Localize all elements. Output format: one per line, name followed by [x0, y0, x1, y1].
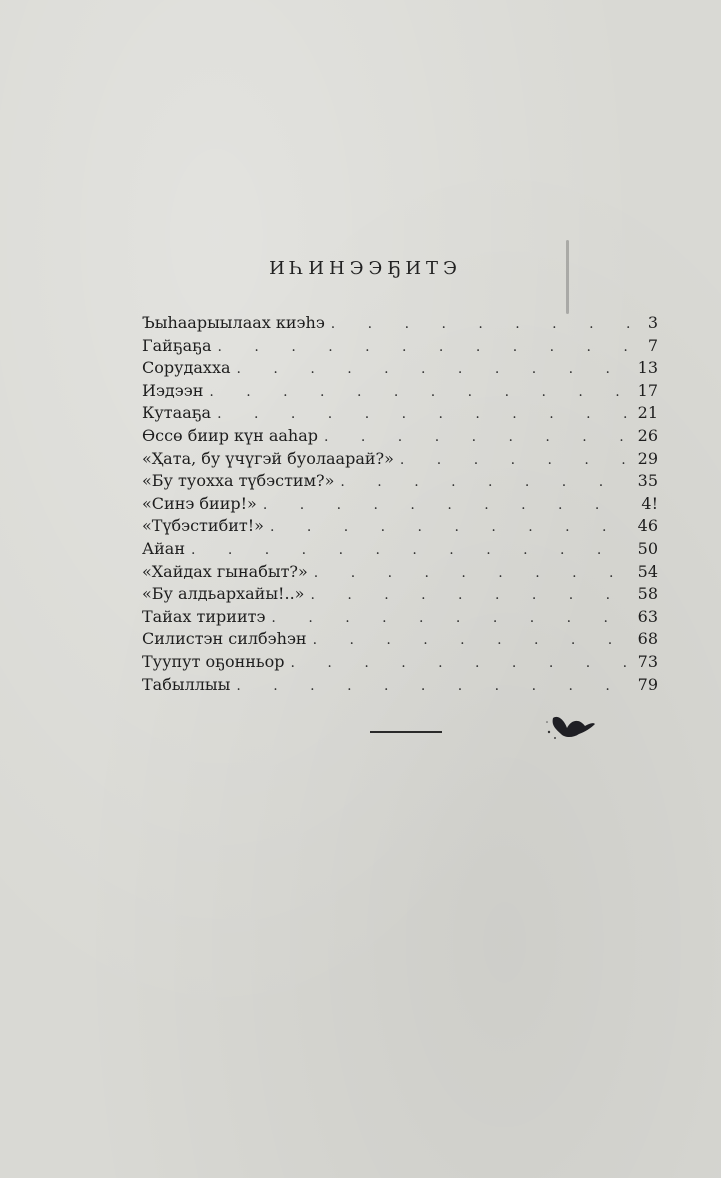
end-rule	[370, 731, 442, 733]
dot-leader	[270, 516, 630, 539]
toc-entry-title: «Бу туохха түбэстим?»	[142, 471, 335, 491]
toc-row	[142, 357, 658, 380]
dot-leader	[271, 607, 630, 630]
toc-entry-page: 68	[637, 629, 658, 649]
table-of-contents	[142, 312, 658, 696]
dot-leader	[314, 562, 630, 585]
toc-entry-title: Тайах тириитэ	[142, 606, 266, 626]
dot-leader	[340, 471, 630, 494]
toc-entry-page: 7	[647, 335, 658, 355]
toc-row	[142, 470, 658, 493]
toc-entry-title: Ъыһаарыылаах киэһэ	[142, 313, 325, 332]
toc-row	[142, 583, 658, 606]
toc-entry-page: 58	[637, 584, 658, 604]
dot-leader	[218, 336, 630, 359]
toc-entry-title: Гайҕаҕа	[142, 335, 212, 355]
dot-leader	[263, 494, 630, 517]
dot-leader	[237, 358, 630, 381]
toc-row	[142, 538, 658, 561]
toc-row	[142, 425, 658, 448]
toc-entry-title: Сорудахха	[142, 358, 231, 378]
toc-entry-title: Силистэн силбэһэн	[142, 629, 307, 649]
toc-entry-page: 50	[637, 538, 658, 558]
toc-row	[142, 312, 658, 335]
page-title: ИҺИНЭЭҔИТЭ	[269, 258, 462, 279]
dot-leader	[400, 449, 630, 472]
toc-entry-page: 35	[637, 471, 658, 491]
toc-entry-title: Өссө биир күн ааһар	[142, 425, 318, 445]
toc-entry-title: Иэдээн	[142, 380, 204, 400]
dot-leader	[310, 584, 630, 607]
toc-row	[142, 606, 658, 629]
dot-leader	[331, 313, 630, 336]
toc-entry-page: 26	[637, 425, 658, 445]
toc-entry-page: 63	[637, 606, 658, 626]
dot-leader	[236, 675, 630, 698]
dot-leader	[217, 403, 630, 426]
toc-entry-page: 13	[637, 358, 658, 378]
toc-row	[142, 651, 658, 674]
toc-entry-title: Туупут оҕонньор	[142, 651, 285, 671]
toc-row	[142, 448, 658, 471]
toc-entry-page: 46	[637, 516, 658, 536]
toc-entry-title: Кутааҕа	[142, 403, 212, 423]
toc-row	[142, 335, 658, 358]
toc-row	[142, 402, 658, 425]
toc-entry-page: 4!	[641, 493, 658, 513]
toc-entry-title: Айан	[142, 538, 185, 558]
dot-leader	[191, 539, 630, 562]
dot-leader	[291, 652, 630, 675]
toc-entry-page: 73	[637, 651, 658, 671]
toc-row	[142, 628, 658, 651]
toc-row	[142, 380, 658, 403]
toc-row	[142, 515, 658, 538]
toc-row	[142, 561, 658, 584]
toc-entry-page: 79	[637, 674, 658, 694]
toc-entry-page: 3	[647, 313, 658, 332]
toc-entry-page: 17	[637, 380, 658, 400]
toc-entry-page: 54	[637, 561, 658, 581]
dot-leader	[209, 381, 630, 404]
ink-blot-icon	[545, 708, 597, 744]
toc-entry-title: «Түбэстибит!»	[142, 516, 264, 536]
dot-leader	[313, 629, 630, 652]
toc-entry-title: Табыллыы	[142, 674, 231, 694]
toc-entry-title: «Ҳата, бу үчүгэй буолаарай?»	[142, 448, 394, 468]
toc-entry-title: «Хайдах гынабыт?»	[142, 561, 308, 581]
toc-entry-title: «Бу алдьархайы!..»	[142, 584, 305, 604]
toc-row	[142, 674, 658, 697]
dot-leader	[324, 426, 630, 449]
toc-entry-page: 29	[637, 448, 658, 468]
toc-entry-page: 21	[637, 403, 658, 423]
toc-entry-title: «Синэ биир!»	[142, 493, 257, 513]
toc-row	[142, 493, 658, 516]
